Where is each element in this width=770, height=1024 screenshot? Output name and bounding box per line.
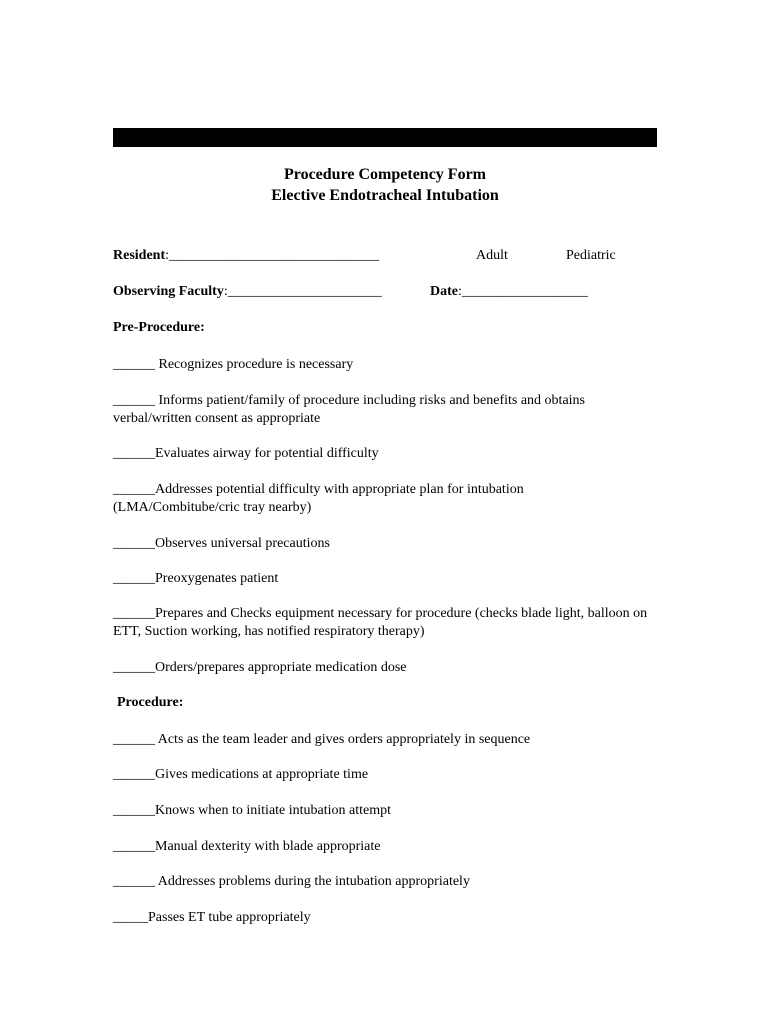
pre-item[interactable]: ______ Informs patient/family of procedure including risks and benefits and obtains verbal/written consent as appropriate — [113, 393, 586, 426]
pre-item[interactable]: ______ Recognizes procedure is necessary — [113, 357, 354, 372]
pre-item[interactable]: ______Addresses potential difficulty with appropriate plan for intubation (LMA/Combitube/cric tray nearby) — [113, 482, 524, 515]
date-field[interactable] — [430, 284, 588, 300]
proc-item[interactable]: _____Passes ET tube appropriately — [113, 910, 311, 925]
resident-label: Resident — [113, 248, 166, 263]
header-bar — [113, 128, 657, 147]
pre-procedure-heading: Pre-Procedure: — [113, 320, 205, 335]
form-title: Procedure Competency Form — [283, 166, 486, 183]
pre-item[interactable]: ______Observes universal precautions — [113, 536, 330, 551]
proc-item[interactable]: ______Gives medications at appropriate time — [113, 767, 369, 782]
pre-item[interactable]: ______Prepares and Checks equipment necessary for procedure (checks blade light, balloon on ETT, Suction working, has notified respiratory therapy) — [113, 606, 648, 639]
date-blank: :__________________ — [458, 284, 588, 299]
faculty-field[interactable] — [113, 284, 382, 300]
pre-item[interactable]: ______Evaluates airway for potential difficulty — [113, 446, 379, 461]
pre-item[interactable]: ______Orders/prepares appropriate medication dose — [113, 660, 407, 675]
resident-field[interactable] — [113, 248, 379, 264]
proc-item[interactable]: ______ Acts as the team leader and gives orders appropriately in sequence — [113, 732, 531, 747]
adult-option[interactable]: Adult — [476, 248, 508, 263]
pre-item[interactable]: ______Preoxygenates patient — [113, 571, 279, 586]
form-subtitle: Elective Endotracheal Intubation — [271, 187, 499, 204]
faculty-blank: :______________________ — [223, 284, 382, 299]
proc-item[interactable]: ______Manual dexterity with blade appropriate — [113, 839, 381, 854]
faculty-label: Observing Faculty — [113, 284, 224, 299]
proc-item[interactable]: ______ Addresses problems during the intubation appropriately — [113, 874, 470, 889]
date-label: Date — [430, 284, 458, 299]
resident-blank: :______________________________ — [165, 248, 380, 263]
procedure-heading: Procedure: — [117, 695, 184, 710]
proc-item[interactable]: ______Knows when to initiate intubation attempt — [113, 803, 392, 818]
pediatric-option[interactable]: Pediatric — [566, 248, 616, 263]
